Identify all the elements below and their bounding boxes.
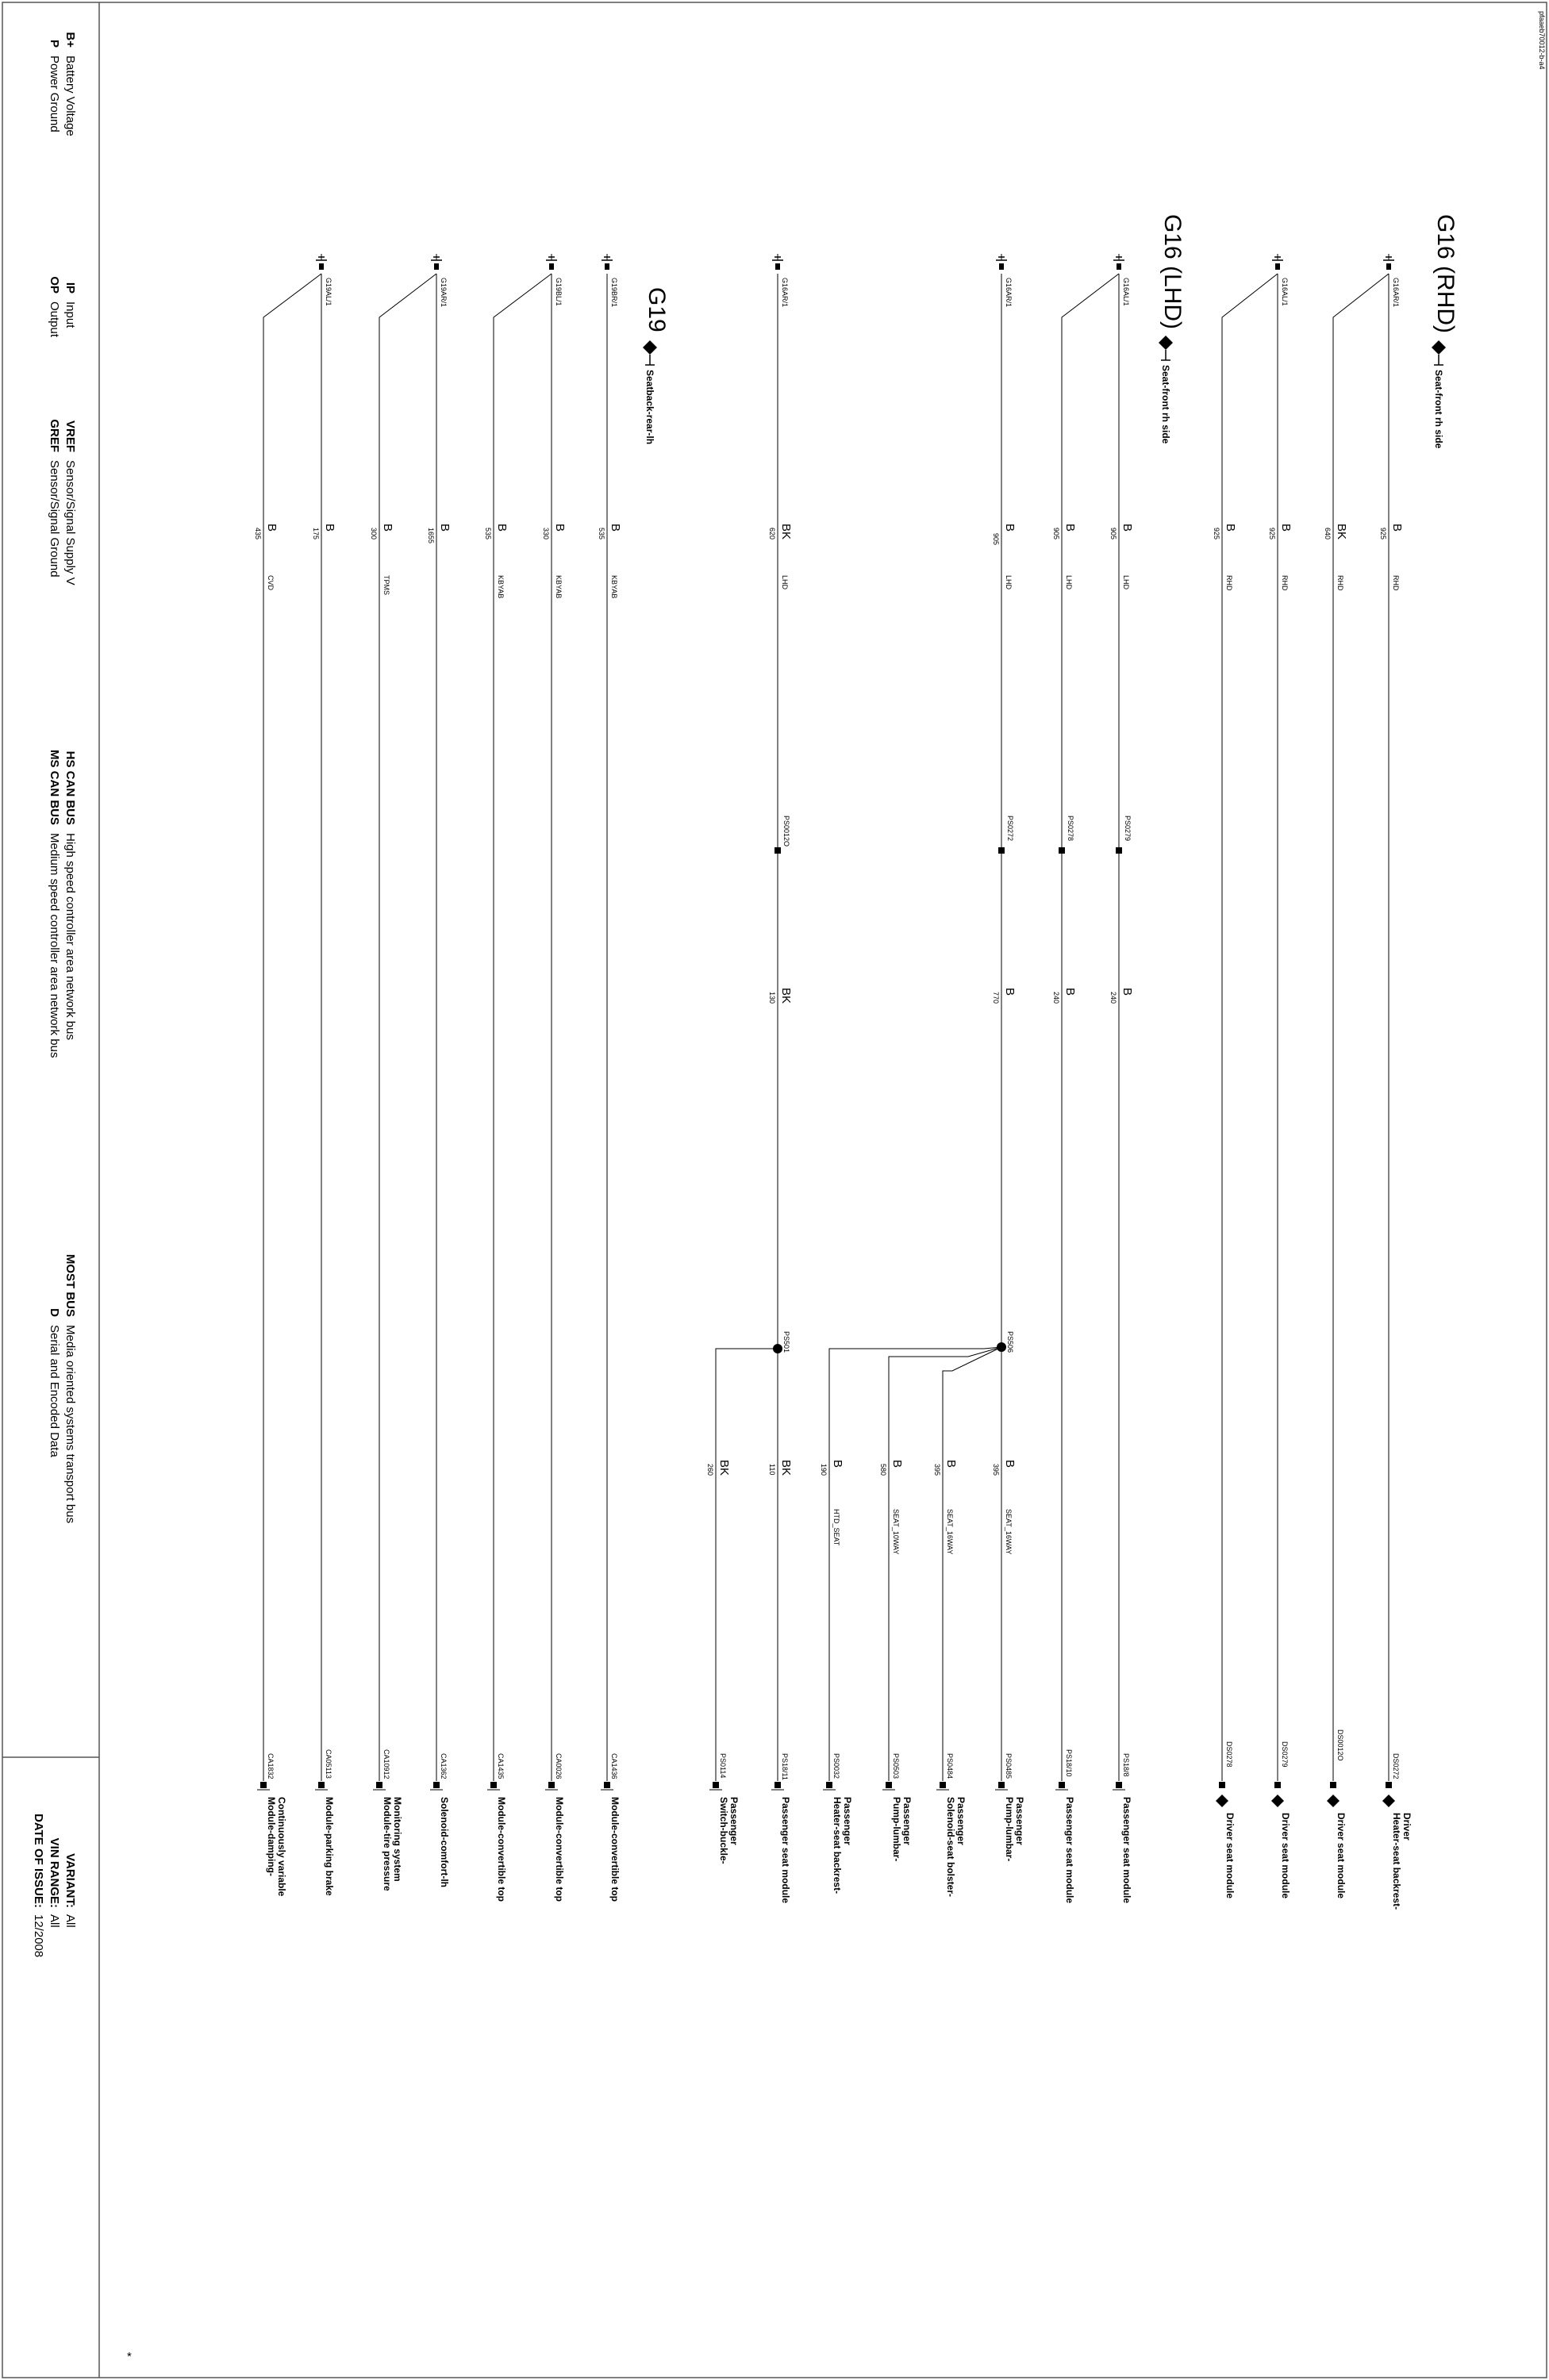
component-label: Passenger seat module bbox=[1121, 1797, 1132, 1904]
wire-length: 130 bbox=[768, 992, 776, 1004]
ground-terminal-icon bbox=[1113, 254, 1124, 270]
end-connector-icon bbox=[433, 1782, 440, 1788]
wire-color: B bbox=[553, 524, 567, 532]
wire-variant: LHD bbox=[781, 575, 789, 590]
wire bbox=[889, 1347, 1001, 1781]
mid-connectors bbox=[774, 816, 1132, 854]
connector-label: PS18/8 bbox=[1122, 1753, 1130, 1777]
end-diamond-icon bbox=[1327, 1795, 1340, 1807]
end-diamond-icon bbox=[1382, 1795, 1395, 1807]
component-label: Heater-seat backrest- bbox=[832, 1797, 843, 1894]
connector-label: CA05113 bbox=[325, 1749, 332, 1779]
legend-code: P bbox=[48, 39, 61, 48]
group-label: Seatback-rear-lh bbox=[644, 370, 655, 445]
wire-color: B bbox=[438, 524, 452, 532]
legend-desc: Input bbox=[63, 301, 77, 328]
end-connector-icon bbox=[1059, 1782, 1065, 1788]
group-diamond-icon bbox=[643, 340, 657, 355]
wire-length: 190 bbox=[820, 1464, 828, 1476]
wire-color: BK bbox=[1335, 524, 1348, 540]
connector-label: PS0272 bbox=[1006, 816, 1014, 842]
ground-terminal-icon bbox=[546, 254, 557, 270]
component-label: Pump-lumbar- bbox=[1004, 1797, 1015, 1862]
wire-color: B bbox=[890, 1460, 904, 1468]
wire-length: 435 bbox=[254, 528, 262, 540]
splice-node-icon bbox=[997, 1342, 1006, 1352]
wire-color: B bbox=[1063, 988, 1077, 996]
group-diamond-icon bbox=[1159, 336, 1173, 350]
connector-label: PS18/11 bbox=[781, 1753, 789, 1780]
wire-length: 110 bbox=[768, 1464, 776, 1476]
splice-label: PS501 bbox=[782, 1331, 790, 1353]
wire-color: B bbox=[1063, 524, 1077, 532]
wire-color: B bbox=[609, 524, 622, 532]
end-diamond-icon bbox=[1271, 1795, 1284, 1807]
component-label: Driver seat module bbox=[1280, 1813, 1291, 1899]
connector-label: PS0485 bbox=[1005, 1753, 1013, 1779]
ground-terminal-icon bbox=[1383, 254, 1394, 270]
end-connector-icon bbox=[1219, 1782, 1225, 1788]
inline-connector-icon bbox=[1116, 847, 1122, 854]
wire-color: B bbox=[495, 524, 509, 532]
wire-length: 175 bbox=[312, 528, 320, 540]
wire bbox=[263, 274, 321, 1781]
vin-label: VIN RANGE: bbox=[48, 1837, 61, 1908]
wire-length: 905 bbox=[992, 533, 1000, 546]
legend-desc: Output bbox=[48, 301, 61, 338]
svg-text:Monitoring system: Monitoring system bbox=[392, 1797, 403, 1882]
component-label: Passenger seat module bbox=[1064, 1797, 1075, 1904]
end-diamond-icon bbox=[1216, 1795, 1228, 1807]
end-connector-icon bbox=[260, 1782, 267, 1788]
connector-label: DS0278 bbox=[1225, 1741, 1233, 1768]
wire-color: B bbox=[381, 524, 394, 532]
end-connector-icon bbox=[376, 1782, 382, 1788]
wire-variant: RHD bbox=[1225, 575, 1233, 591]
component-label: Solenoid-seat bolster- bbox=[945, 1797, 956, 1898]
date-value: 12/2008 bbox=[32, 1914, 45, 1958]
legend bbox=[48, 32, 77, 1523]
ground-terminal-icon bbox=[431, 254, 442, 270]
wire-length: 330 bbox=[542, 528, 550, 540]
inline-connector-icon bbox=[998, 847, 1005, 854]
end-connector-icon bbox=[548, 1782, 555, 1788]
wire-length: 240 bbox=[1109, 992, 1117, 1004]
wire-variant: LHD bbox=[1122, 575, 1130, 590]
end-connector-icon bbox=[1116, 1782, 1122, 1788]
wire-length: 905 bbox=[1052, 528, 1060, 540]
wire bbox=[379, 274, 436, 1781]
component-label: Module-convertible top bbox=[554, 1797, 565, 1902]
connector-label: CA1832 bbox=[267, 1753, 275, 1779]
wire-length: 770 bbox=[992, 992, 1000, 1004]
wire-color: B bbox=[944, 1460, 958, 1468]
connector-label: PS0503 bbox=[892, 1753, 900, 1779]
end-connector-icon bbox=[774, 1782, 781, 1788]
component-label: Module-convertible top bbox=[609, 1797, 621, 1902]
connector-label: PS0114 bbox=[719, 1753, 727, 1779]
end-connector-icon bbox=[604, 1782, 610, 1788]
component-label: Module-damping- bbox=[266, 1797, 277, 1876]
component-label: Driver seat module bbox=[1224, 1813, 1236, 1899]
legend-desc: Media oriented systems transport bus bbox=[63, 1325, 77, 1524]
group-header-g19 bbox=[643, 287, 670, 444]
group-label: Seat-front rh side bbox=[1433, 370, 1444, 449]
legend-code: D bbox=[48, 1308, 61, 1317]
wire bbox=[1333, 274, 1389, 1781]
date-label: DATE OF ISSUE: bbox=[32, 1814, 45, 1908]
splice-label: G19BL/1 bbox=[555, 278, 563, 306]
connector-label: CA0026 bbox=[555, 1753, 563, 1779]
wire-color: B bbox=[1120, 524, 1134, 532]
splice-label: G16AL/1 bbox=[1281, 278, 1289, 306]
wire-labels-segment-2 bbox=[768, 988, 1134, 1004]
component-label: Driver seat module bbox=[1336, 1813, 1347, 1899]
wire-labels-segment-3 bbox=[706, 1460, 1017, 1554]
ground-terminal-icon bbox=[316, 254, 327, 270]
wire-length: 925 bbox=[1213, 528, 1220, 540]
wire-length: 925 bbox=[1268, 528, 1276, 540]
end-connector-icon bbox=[940, 1782, 946, 1788]
wire-variant: RHD bbox=[1281, 575, 1289, 591]
wire-color: B bbox=[1003, 524, 1017, 532]
end-connector-icon bbox=[713, 1782, 719, 1788]
wire-length: 925 bbox=[1379, 528, 1387, 540]
legend-code: MS CAN BUS bbox=[48, 749, 61, 825]
wire-length: 395 bbox=[992, 1464, 1000, 1476]
wire-variant: HTD_SEAT bbox=[832, 1509, 840, 1546]
ground-terminal-icon bbox=[1272, 254, 1283, 270]
end-connector-icon bbox=[886, 1782, 892, 1788]
wire-variant: RHD bbox=[1392, 575, 1400, 591]
end-connector-icon bbox=[826, 1782, 832, 1788]
wire bbox=[494, 274, 552, 1781]
wire-color: B bbox=[831, 1460, 844, 1468]
legend-code: HS CAN BUS bbox=[63, 750, 77, 825]
wire-variant: KBYAB bbox=[610, 575, 618, 599]
splice-label: G16AR/1 bbox=[1392, 278, 1400, 308]
variant-value: All bbox=[63, 1914, 77, 1928]
vin-value: All bbox=[48, 1914, 61, 1928]
wire-variant: CVD bbox=[267, 575, 275, 591]
component-label: Heater-seat backrest- bbox=[1391, 1813, 1402, 1910]
legend-desc: Medium speed controller area network bus bbox=[48, 833, 61, 1058]
wire bbox=[829, 1347, 1001, 1781]
legend-desc: Battery Voltage bbox=[63, 56, 77, 136]
ground-terminal-icon bbox=[996, 254, 1007, 270]
legend-desc: High speed controller area network bus bbox=[63, 833, 77, 1040]
svg-text:Passenger: Passenger bbox=[955, 1797, 967, 1845]
component-label: Switch-buckle- bbox=[718, 1797, 729, 1864]
wire-variant: SEAT_16WAY bbox=[946, 1509, 954, 1555]
component-label: Module-parking brake bbox=[324, 1797, 335, 1896]
connector-label: PS18/10 bbox=[1065, 1749, 1073, 1777]
wire-length: 535 bbox=[484, 528, 492, 540]
component-label: Passenger seat module bbox=[780, 1797, 791, 1904]
legend-code: B+ bbox=[63, 32, 77, 48]
connector-label: DS0012O bbox=[1336, 1729, 1344, 1761]
wire-variant: LHD bbox=[1005, 575, 1013, 590]
wire-length: 395 bbox=[933, 1464, 941, 1476]
legend-code: OP bbox=[48, 276, 61, 294]
connector-label: PS0279 bbox=[1124, 816, 1132, 842]
connector-label: CA1362 bbox=[440, 1753, 448, 1779]
connector-label: DS0272 bbox=[1392, 1753, 1400, 1779]
splice-label: G19AL/1 bbox=[325, 278, 332, 306]
legend-code: IP bbox=[63, 282, 77, 294]
group-title: G16 (LHD) bbox=[1159, 214, 1186, 330]
inline-connector-icon bbox=[774, 847, 781, 854]
splice-label: G16AR/1 bbox=[1005, 278, 1013, 308]
wire bbox=[1062, 274, 1119, 1781]
end-connector-icon bbox=[1330, 1782, 1336, 1788]
group-title: G16 (RHD) bbox=[1432, 214, 1459, 334]
legend-desc: Power Ground bbox=[48, 56, 61, 132]
wire-variant: LHD bbox=[1065, 575, 1073, 590]
variant-label: VARIANT: bbox=[63, 1853, 77, 1908]
connector-label: DS0279 bbox=[1281, 1741, 1289, 1768]
wire-variant: TPMS bbox=[382, 575, 390, 596]
wire-color: BK bbox=[717, 1460, 731, 1476]
splices bbox=[773, 1331, 1014, 1353]
end-connector-icon bbox=[1274, 1782, 1281, 1788]
svg-text:Continuously variable: Continuously variable bbox=[276, 1797, 287, 1897]
wire-length: 905 bbox=[1109, 528, 1117, 540]
wire bbox=[943, 1347, 1001, 1781]
connector-label: PS0484 bbox=[946, 1753, 954, 1779]
splice-label: G19BR/1 bbox=[610, 278, 618, 308]
wire-color: B bbox=[1279, 524, 1293, 532]
wire-color: BK bbox=[779, 988, 793, 1004]
svg-text:Passenger: Passenger bbox=[842, 1797, 853, 1845]
wire-variant: KBYAB bbox=[497, 575, 505, 599]
connector-label: CA1435 bbox=[497, 1753, 505, 1779]
page-border bbox=[2, 2, 1547, 2378]
splice-label: PS506 bbox=[1006, 1331, 1014, 1353]
ground-terminal-icon bbox=[602, 254, 613, 270]
corner-mark: * bbox=[127, 2350, 132, 2363]
legend-code: VREF bbox=[63, 420, 77, 452]
wire-color: B bbox=[265, 524, 279, 532]
legend-desc: Sensor/Signal Ground bbox=[48, 460, 61, 578]
wire-color: BK bbox=[779, 1460, 793, 1476]
wire-color: B bbox=[323, 524, 336, 532]
end-connector-icon bbox=[490, 1782, 497, 1788]
svg-text:Passenger: Passenger bbox=[1014, 1797, 1025, 1845]
end-connector-icon bbox=[998, 1782, 1005, 1788]
group-diamond-icon bbox=[1432, 340, 1446, 355]
group-header-g16-rhd bbox=[1432, 214, 1459, 449]
group-label: Seat-front rh side bbox=[1160, 365, 1171, 444]
wire-length: 580 bbox=[879, 1464, 887, 1476]
wire bbox=[716, 1349, 778, 1781]
legend-code: MOST BUS bbox=[63, 1253, 77, 1317]
info-block bbox=[32, 1814, 77, 1957]
svg-text:Driver: Driver bbox=[1401, 1813, 1413, 1841]
wire-length: 300 bbox=[370, 528, 378, 540]
splice-label: G16AL/1 bbox=[1122, 278, 1130, 306]
wire-length: 620 bbox=[768, 528, 776, 540]
wire-length: 260 bbox=[706, 1464, 714, 1476]
wire-variant: KBYAB bbox=[555, 575, 563, 599]
wire-variant: SEAT_16WAY bbox=[1005, 1509, 1013, 1555]
connector-label: PS0012O bbox=[782, 816, 790, 847]
wire-color: B bbox=[1390, 524, 1404, 532]
component-label: Solenoid-comfort-lh bbox=[439, 1797, 450, 1887]
wires bbox=[263, 274, 1389, 1781]
wire-color: BK bbox=[779, 524, 793, 540]
wire-variant: SEAT_10WAY bbox=[892, 1509, 900, 1555]
wire-length: 1655 bbox=[427, 528, 435, 544]
connector-label: PS0278 bbox=[1067, 816, 1074, 842]
page-ref: pfaaeb70012-b-a4 bbox=[1538, 11, 1546, 70]
svg-text:Passenger: Passenger bbox=[901, 1797, 913, 1845]
group-header-g16-lhd bbox=[1159, 214, 1186, 444]
splice-node-icon bbox=[773, 1344, 782, 1353]
connector-label: CA1436 bbox=[610, 1753, 618, 1779]
wire-labels bbox=[254, 524, 1404, 598]
wire-color: B bbox=[1003, 988, 1017, 996]
splice-label: G19AR/1 bbox=[440, 278, 448, 308]
ground-terminal-icon bbox=[772, 254, 783, 270]
component-label: Module-convertible top bbox=[496, 1797, 507, 1902]
inline-connector-icon bbox=[1059, 847, 1065, 854]
wire-color: B bbox=[1120, 988, 1134, 996]
top-terminals bbox=[316, 254, 1394, 270]
wire-variant: RHD bbox=[1336, 575, 1344, 591]
wire-length: 640 bbox=[1324, 528, 1332, 540]
wire-color: B bbox=[1003, 1460, 1017, 1468]
end-connector-icon bbox=[1386, 1782, 1392, 1788]
connector-label: CA10912 bbox=[382, 1749, 390, 1779]
wire-length: 240 bbox=[1052, 992, 1060, 1004]
svg-text:Passenger: Passenger bbox=[728, 1797, 740, 1845]
wire bbox=[1222, 274, 1278, 1781]
group-title: G19 bbox=[644, 287, 670, 332]
component-label: Module-tire pressure bbox=[382, 1797, 393, 1891]
legend-desc: Serial and Encoded Data bbox=[48, 1325, 61, 1457]
end-connector-icon bbox=[318, 1782, 325, 1788]
legend-code: GREF bbox=[48, 419, 61, 452]
component-label: Pump-lumbar- bbox=[891, 1797, 902, 1862]
connector-label: PS0032 bbox=[832, 1753, 840, 1779]
wire-color: B bbox=[1224, 524, 1237, 532]
splice-label: G16AR/1 bbox=[781, 278, 789, 308]
end-connectors bbox=[257, 1729, 1413, 1910]
legend-desc: Sensor/Signal Supply V bbox=[63, 460, 77, 585]
wire-length: 535 bbox=[598, 528, 605, 540]
